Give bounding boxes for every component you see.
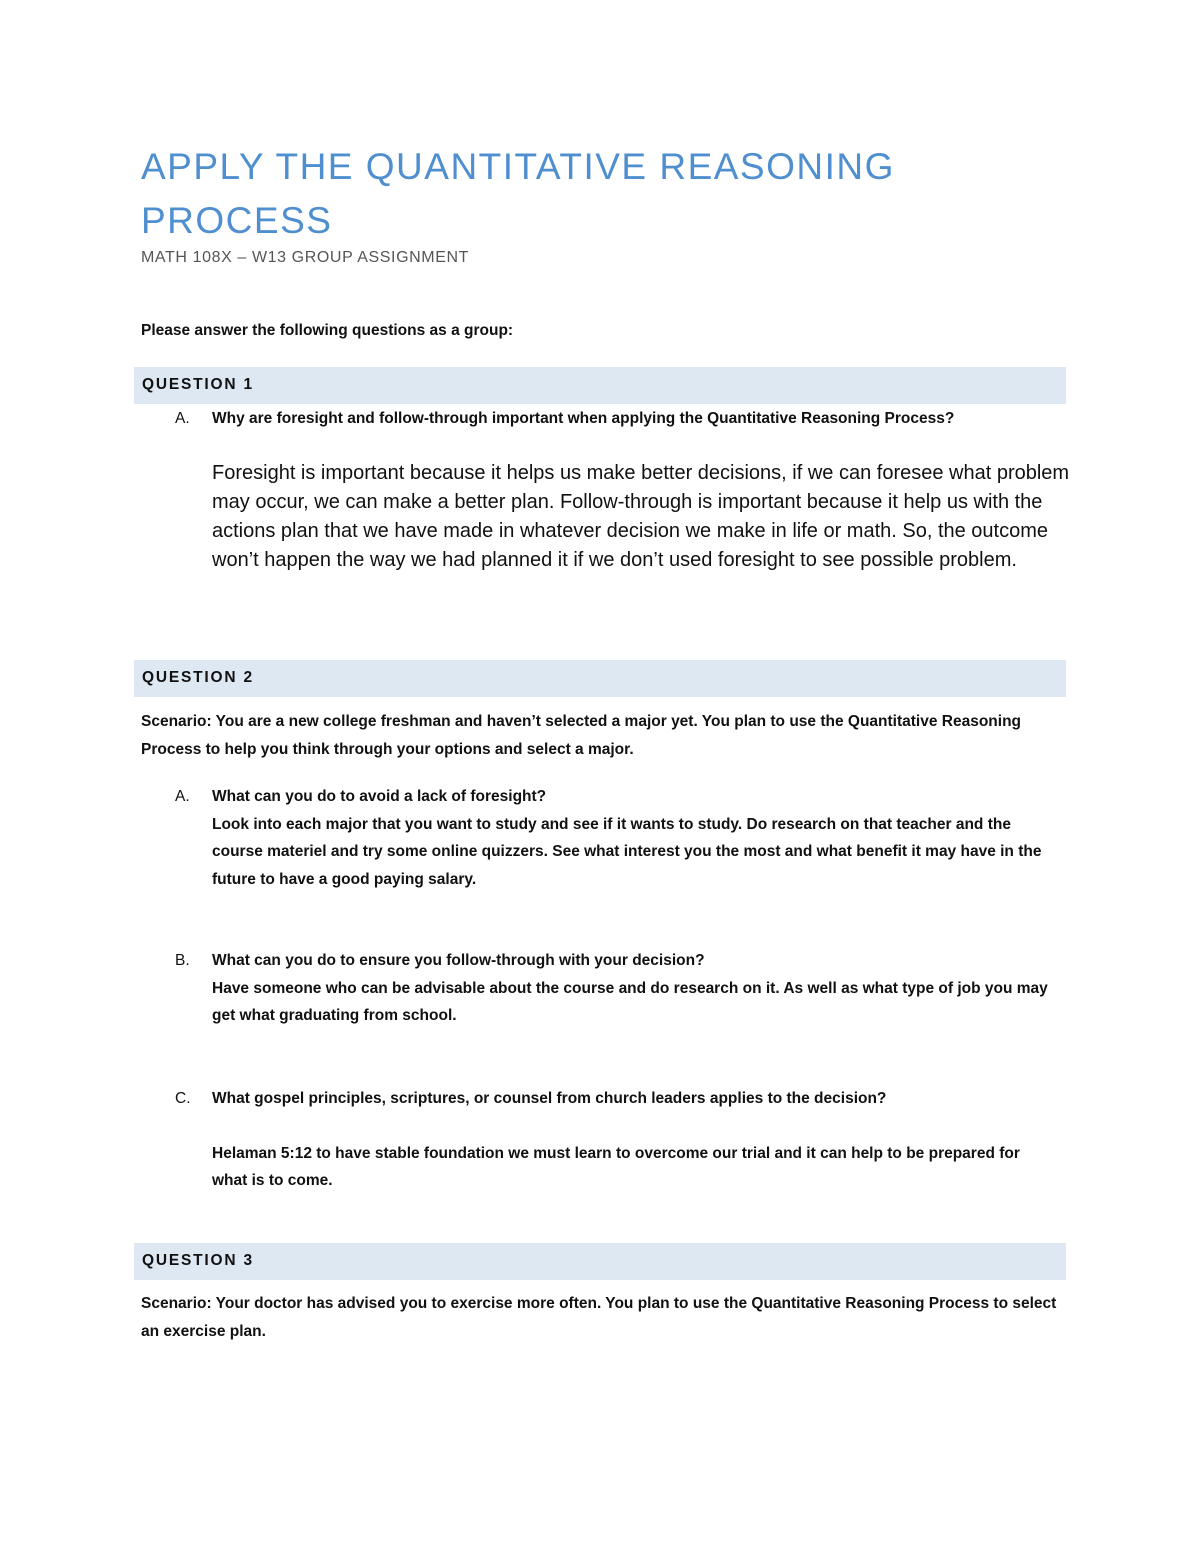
question-2c-answer: Helaman 5:12 to have stable foundation we must learn to overcome our trial and it can help to be prepared for what is to come. [212,1144,1020,1189]
question-3-heading-bar [134,1243,1066,1280]
question-2a-text: What can you do to avoid a lack of foresight? [212,788,547,805]
question-2b-answer: Have someone who can be advisable about the course and do research on it. As well as what type of job you may get what graduating from school. [212,979,1048,1024]
question-2a-answer: Look into each major that you want to study and see if it wants to study. Do research on that teacher and the course materiel and try some online quizzers. See what interest you the most and what benefit it may have in the future to have a good paying salary. [212,815,1042,888]
question-2b-text: What can you do to ensure you follow-through with your decision? [212,952,705,969]
question-3-heading: QUESTION 3 [142,1252,254,1269]
document-title: APPLY THE QUANTITATIVE REASONING PROCESS [141,146,895,241]
question-2-item-b [175,947,1055,1030]
question-1-heading: QUESTION 1 [142,376,254,393]
question-2-heading: QUESTION 2 [142,669,254,686]
question-2-item-c [175,1085,1055,1195]
question-3-scenario: Scenario: Your doctor has advised you to exercise more often. You plan to use the Quantitative Reasoning Process to select an exercise plan. [141,1295,1057,1340]
document-subtitle: MATH 108X – W13 GROUP ASSIGNMENT [141,249,470,266]
question-1a-answer: Foresight is important because it helps us make better decisions, if we can foresee what problem may occur, we can make a better plan. Follow-through is important because it help us with the actions plan that we have made in whatever decision we make in life or math. So, the outcome won’t happen the way we had planned it if we don’t used foresight to see possible problem. [212,462,1070,571]
question-1-item-a [175,405,1055,433]
question-2c-text: What gospel principles, scriptures, or counsel from church leaders applies to the decision? [212,1090,887,1107]
question-2-item-a [175,783,1055,893]
question-1a-text: Why are foresight and follow-through important when applying the Quantitative Reasoning Process? [212,410,955,427]
item-marker: C. [175,1090,191,1107]
intro-instruction: Please answer the following questions as a group: [141,322,514,339]
question-2-scenario: Scenario: You are a new college freshman and haven’t selected a major yet. You plan to use the Quantitative Reasoning Process to help you think through your options and select a major. [141,713,1022,758]
item-marker: A. [175,410,190,427]
question-1-heading-bar [134,367,1066,404]
item-marker: B. [175,952,190,969]
question-2-heading-bar [134,660,1066,697]
item-marker: A. [175,788,190,805]
